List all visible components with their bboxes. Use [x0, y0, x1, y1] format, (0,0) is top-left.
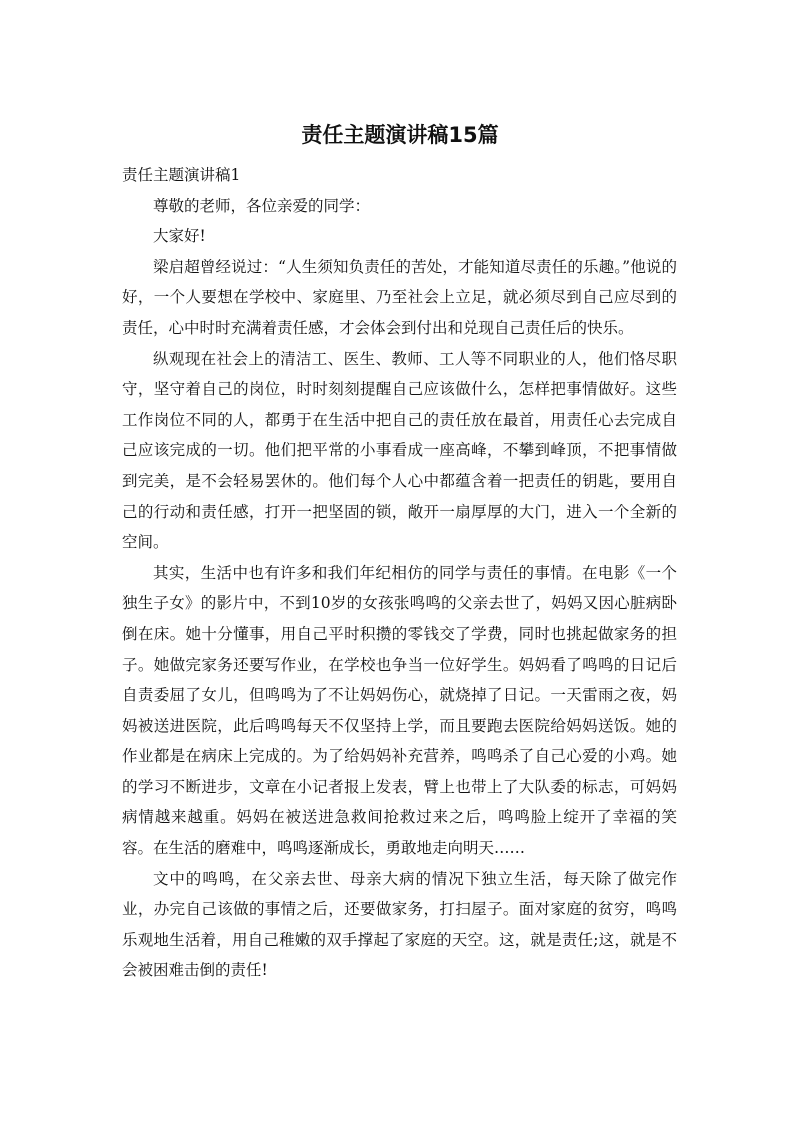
document-body [122, 160, 677, 986]
document-title: 责任主题演讲稿15篇 [301, 123, 499, 147]
section-heading: 责任主题演讲稿1 [122, 166, 241, 184]
paragraph: 梁启超曾经说过：“人生须知负责任的苦处，才能知道尽责任的乐趣。”他说的好，一个人要想在学校中、家庭里、乃至社会上立足，就必须尽到自己应尽到的责任，心中时时充满着责任感，才会体会到付出和兑现自己责任后的快乐。 [122, 257, 677, 337]
paragraph: 其实，生活中也有许多和我们年纪相仿的同学与责任的事情。在电影《一个独生子女》的影片中，不到10岁的女孩张鸣鸣的父亲去世了，妈妈又因心脏病卧倒在床。她十分懂事，用自己平时积攒的零钱交了学费，同时也挑起做家务的担子。她做完家务还要写作业，在学校也争当一位好学生。妈妈看了鸣鸣的日记后自责委屈了女儿，但鸣鸣为了不让妈妈伤心，就烧掉了日记。一天雷雨之夜，妈妈被送进医院，此后鸣鸣每天不仅坚持上学，而且要跑去医院给妈妈送饭。她的作业都是在病床上完成的。为了给妈妈补充营养，鸣鸣杀了自己心爱的小鸡。她的学习不断进步，文章在小记者报上发表，臂上也带上了大队委的标志，可妈妈病情越来越重。妈妈在被送进急救间抢救过来之后，鸣鸣脸上绽开了幸福的笑容。在生活的磨难中，鸣鸣逐渐成长，勇敢地走向明天…… [122, 563, 677, 858]
salutation: 尊敬的老师，各位亲爱的同学： [153, 196, 371, 215]
greeting: 大家好! [153, 227, 206, 246]
paragraph: 纵观现在社会上的清洁工、医生、教师、工人等不同职业的人，他们恪尽职守，坚守着自己的岗位，时时刻刻提醒自己应该做什么，怎样把事情做好。这些工作岗位不同的人，都勇于在生活中把自己的责任放在最首，用责任心去完成自己应该完成的一切。他们把平常的小事看成一座高峰，不攀到峰顶，不把事情做到完美，是不会轻易罢休的。他们每个人心中都蕴含着一把责任的钥匙，要用自己的行动和责任感，打开一把坚固的锁，敞开一扇厚厚的大门，进入一个全新的空间。 [122, 349, 677, 552]
paragraph: 文中的鸣鸣，在父亲去世、母亲大病的情况下独立生活，每天除了做完作业，办完自己该做的事情之后，还要做家务，打扫屋子。面对家庭的贫穷，鸣鸣乐观地生活着，用自己稚嫩的双手撑起了家庭的天空。这，就是责任;这，就是不会被困难击倒的责任! [122, 869, 677, 980]
